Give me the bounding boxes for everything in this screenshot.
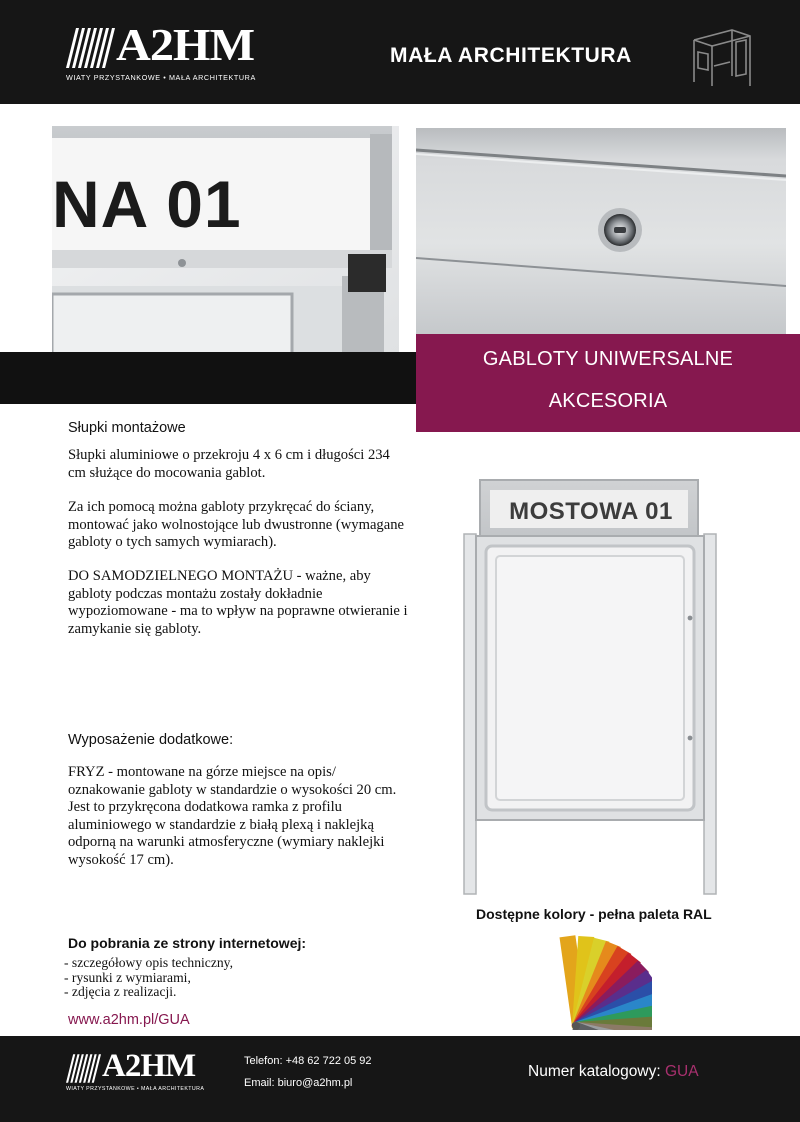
header-title: MAŁA ARCHITEKTURA (390, 44, 632, 67)
lock-detail-photo (416, 128, 786, 338)
black-band (0, 352, 418, 404)
footer-email: Email: biuro@a2hm.pl (244, 1077, 353, 1089)
extra-equipment-paragraph: FRYZ - montowane na górze miejsce na opis/ oznakowanie gabloty w standardzie o wysokości 20 cm. Jest to przykręcona dodatkowa ramka z profilu aluminiowego w standardzie z białą plexą i naklejką odporną na warunki atmosferyczne (wymiary naklejki wysokość 17 cm). (68, 764, 397, 868)
mounting-posts-paragraph-3: DO SAMODZIELNEGO MONTAŻU - ważne, aby gabloty podczas montażu zostały dokładnie wypoziomowane - ma to wpływ na poprawne otwieranie i zamykanie się gabloty. (68, 568, 408, 637)
page-footer (0, 1036, 800, 1122)
list-item: - rysunki z wymiarami, (64, 969, 191, 985)
logo-subtitle: WIATY PRZYSTANKOWE • MAŁA ARCHITEKTURA (66, 73, 256, 82)
footer-logo (66, 1048, 216, 1095)
catalog-label: Numer katalogowy: (528, 1063, 661, 1080)
logo-stripes-icon (66, 28, 122, 68)
display-case-photo (462, 478, 720, 896)
footer-logo-text: A2HM (102, 1048, 196, 1084)
a2hm-logo (66, 19, 276, 86)
mounting-posts-paragraph-2: Za ich pomocą można gabloty przykręcać do ściany, montować jako wolnostojące lub dwustronne (wymagane gabloty o tych samych wymiarach). (68, 499, 404, 551)
logo-text: A2HM (116, 19, 254, 70)
list-item: - szczegółowy opis techniczny, (64, 955, 233, 970)
downloads-list (64, 956, 233, 1000)
ral-color-fan-icon (556, 930, 652, 1030)
sign-closeup-text: NA 01 (52, 167, 242, 241)
downloads-heading: Do pobrania ze strony internetowej: (68, 935, 307, 951)
footer-phone: Telefon: +48 62 722 05 92 (244, 1055, 372, 1067)
footer-logo-subtitle: WIATY PRZYSTANKOWE • MAŁA ARCHITEKTURA (66, 1086, 205, 1092)
sign-closeup-photo (52, 126, 399, 354)
catalog-code: GUA (664, 1063, 699, 1080)
logo-stripes-icon (66, 1054, 106, 1083)
bus-shelter-icon (692, 26, 752, 88)
website-link[interactable]: www.a2hm.pl/GUA (68, 1012, 190, 1028)
extra-equipment-heading: Wyposażenie dodatkowe: (68, 732, 234, 748)
mounting-posts-paragraph-1: Słupki aluminiowe o przekroju 4 x 6 cm i długości 234 cm służące do mocowania gablot. (68, 447, 390, 481)
colors-label: Dostępne kolory - pełna paleta RAL (476, 906, 712, 922)
display-case-sign-text: MOSTOWA 01 (509, 498, 673, 525)
page-header (0, 0, 800, 104)
list-item: - zdjęcia z realizacji. (64, 984, 177, 1000)
banner-line1: GABLOTY UNIWERSALNE (482, 348, 734, 370)
banner-line2: AKCESORIA (548, 390, 668, 412)
catalog-number (528, 1063, 699, 1081)
mounting-posts-heading: Słupki montażowe (68, 420, 186, 436)
title-banner (416, 334, 800, 432)
